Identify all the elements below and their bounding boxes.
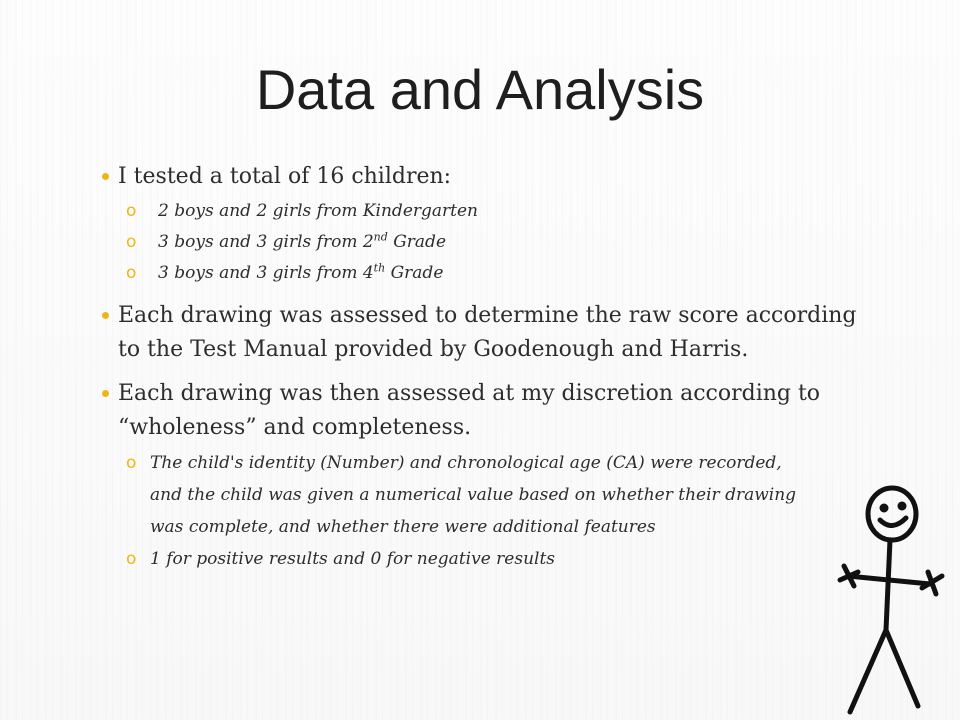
bullet-item <box>118 299 858 367</box>
slide-title: Data and Analysis <box>255 58 705 121</box>
ordinal-suffix: th <box>373 261 386 275</box>
circle-bullet-icon: o <box>126 549 137 569</box>
sub-bullet-item <box>118 447 808 543</box>
bullet-list <box>118 160 858 575</box>
sub-bullet-item <box>118 227 858 258</box>
bullet-dot-icon <box>102 312 109 319</box>
bullet-dot-icon <box>102 173 109 180</box>
sub-bullet-text-end: Grade <box>385 263 444 283</box>
circle-bullet-icon: o <box>126 232 137 252</box>
sub-bullet-item <box>118 196 858 227</box>
sub-bullet-text: 3 boys and 3 girls from 4 <box>158 263 374 283</box>
bullet-text: Each drawing was assessed to determine the raw score according to the Test Manual provided by Goodenough and Harris. <box>118 303 857 362</box>
circle-bullet-icon: o <box>126 453 137 473</box>
slide-content <box>118 160 858 579</box>
stick-figure-icon <box>820 480 960 720</box>
ordinal-suffix: nd <box>373 230 388 244</box>
bullet-item <box>118 160 858 289</box>
sub-bullet-text: 1 for positive results and 0 for negative results <box>150 549 556 569</box>
bullet-dot-icon <box>102 390 109 397</box>
sub-bullet-item <box>118 543 808 575</box>
sub-bullet-text: 2 boys and 2 girls from Kindergarten <box>158 201 478 221</box>
bullet-item <box>118 377 858 575</box>
sub-bullet-text: The child's identity (Number) and chronological age (CA) were recorded, and the child was given a numerical value based on whether their drawing was complete, and whether there were additional features <box>150 453 797 537</box>
sub-bullet-text: 3 boys and 3 girls from 2 <box>158 232 374 252</box>
sub-bullet-text-end: Grade <box>387 232 447 252</box>
sub-bullet-list <box>118 196 858 289</box>
bullet-text: Each drawing was then assessed at my discretion according to “wholeness” and completeness. <box>118 381 821 440</box>
sub-bullet-list <box>118 447 808 575</box>
circle-bullet-icon: o <box>126 263 137 283</box>
circle-bullet-icon: o <box>126 201 137 221</box>
sub-bullet-item <box>118 258 858 289</box>
bullet-text: I tested a total of 16 children: <box>118 164 452 189</box>
